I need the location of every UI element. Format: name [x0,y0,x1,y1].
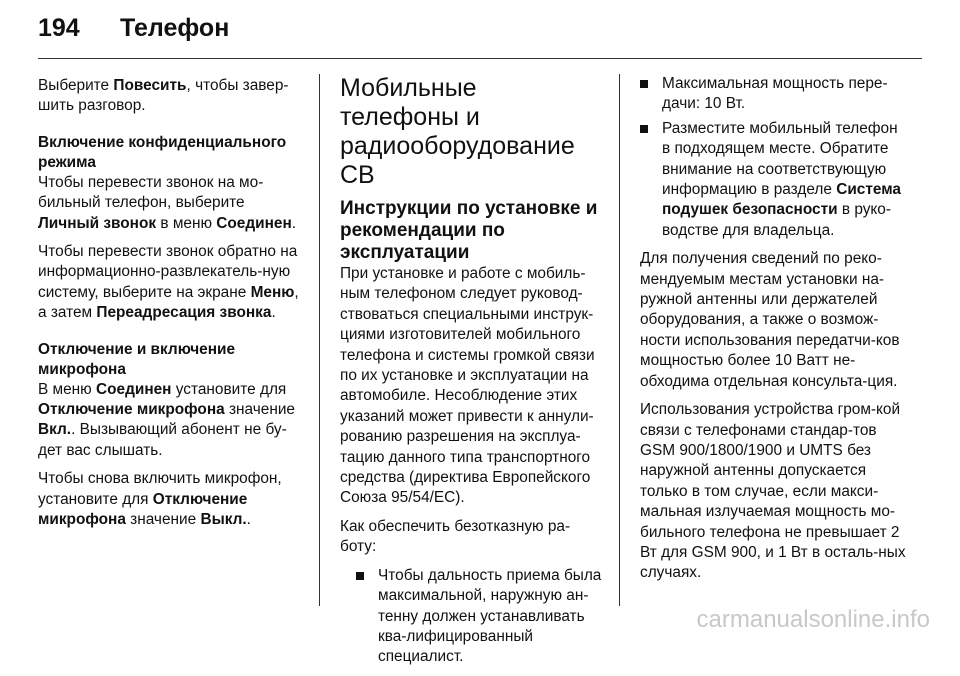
bullet-square-icon [640,125,648,133]
paragraph-unmute-mic: Чтобы снова включить микрофон, установите для Отключение микрофона значение Выкл.. [38,470,282,529]
paragraph-hangup: Выберите Повесить, чтобы завер-шить разговор. [38,77,289,115]
column-3 [640,74,906,592]
paragraph-private-call: Чтобы перевести звонок на мо-бильный телефон, выберите Личный звонок в меню Соединен. [38,173,297,232]
section-subtitle: Инструкции по установке и рекомендации по эксплуатации [340,198,598,263]
paragraph-gsm-info: Использования устройства гром-кой связи с телефонами стандар-тов GSM 900/1800/1900 и UMTS без наружной антенны допускается только в том случае, если макси-мальная излучаемая мощность мо-бильного телефона не превышает 2 Вт для GSM 900, и 1 Вт в осталь-ных случаях. [640,401,906,582]
column-2 [340,74,602,676]
bullet-list [640,74,906,241]
column-divider-2 [619,74,620,606]
column-1 [38,76,300,539]
list-item: Чтобы дальность приема была максимальной, наружную ан-тенну должен устанавливать ква-лифицированный специалист. [356,566,602,668]
paragraph-installation: При установке и работе с мобиль-ным телефоном следует руковод-ствоваться специальными инструк-циями изготовителей мобильного телефона и системы громкой связи по их установке и эксплуатации на автомобиле. Несоблюдение этих указаний может привести к аннули-рованию разрешения на эксплуа-тацию данного типа транспортного средства (директива Европейского Союза 95/54/EC). [340,265,595,507]
page-title: Телефон [120,14,230,42]
page-number: 194 [38,14,80,42]
column-divider-1 [319,74,320,606]
page-header [38,14,229,52]
header-rule [38,58,922,59]
heading-microphone: Отключение и включение микрофона [38,340,236,378]
paragraph-how-to: Как обеспечить безотказную ра-боту: [340,517,571,556]
list-item: Разместите мобильный телефон в подходящем месте. Обратите внимание на соответствующую информацию в разделе Система подушек безопасности в руко-водстве для владельца. [640,119,906,241]
bullet-square-icon [640,80,648,88]
paragraph-mute-mic: В меню Соединен установите для Отключение микрофона значение Вкл.. Вызывающий абонент не бу-дет вас слышать. [38,380,295,459]
paragraph-antenna-info: Для получения сведений по реко-мендуемым местам установки на-ружной антенны или держателей оборудования, а также о возмож-ности использования передатчи-ков мощностью более 10 Ватт не-обходима отдельная консульта-ция. [640,250,900,390]
bullet-list [356,566,602,668]
paragraph-transfer-back: Чтобы перевести звонок обратно на информационно-развлекатель-ную систему, выберите на экране Меню, а затем Переадресация звонка. [38,243,299,322]
list-item: Максимальная мощность пере-дачи: 10 Вт. [640,74,906,115]
section-title: Мобильные телефоны и радиооборудование СВ [340,74,575,189]
heading-private-mode: Включение конфиденциального режима [38,133,287,171]
bullet-square-icon [356,572,364,580]
watermark: carmanualsonline.info [696,606,930,633]
